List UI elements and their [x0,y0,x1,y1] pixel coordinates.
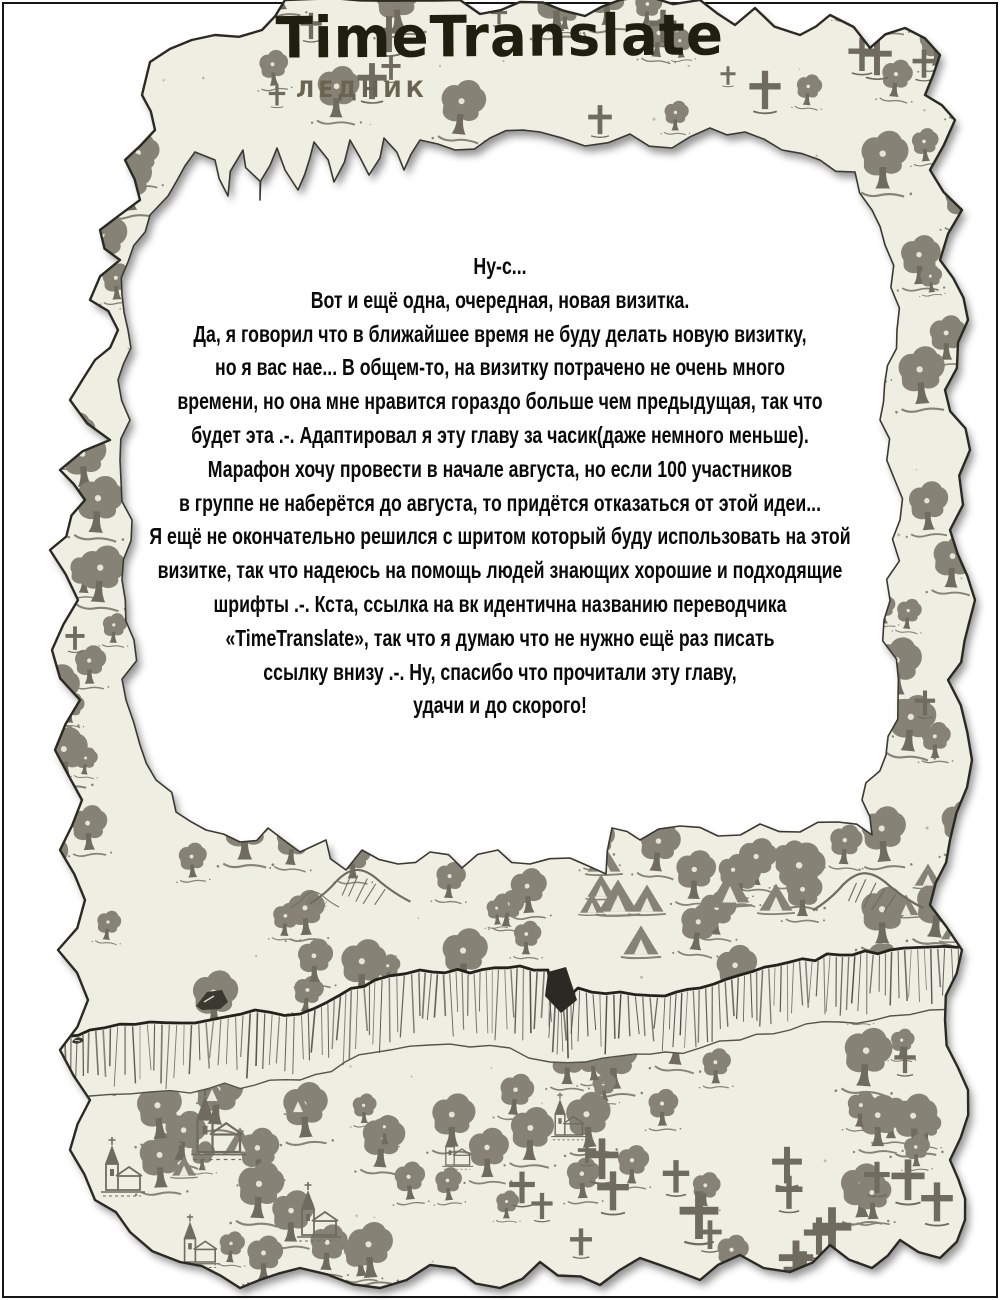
tree-icon [61,1238,104,1286]
bird-icon [60,999,73,1006]
tree-icon [46,90,97,146]
note-line: но я вас нае... В общем-то, на визитку потрачено не очень много [214,354,785,381]
note-line: Я ещё не окончательно решился с шритом который буду использовать на этой [149,523,851,550]
tree-icon [13,593,55,639]
note-line: Да, я говорил что в ближайшее время не буду делать новую визитку, [193,320,807,347]
tree-icon [50,266,94,315]
cross-icon [742,1269,772,1300]
cross-icon [958,1139,990,1183]
header [0,4,1000,70]
tree-icon [100,166,132,202]
translator-note [130,250,869,723]
page-title: TimeTranslate [275,2,725,72]
page-subtitle: ЛЕДНИК [296,78,428,103]
note-line: будет эта .-. Адаптировал я эту главу за часик(даже немного меньше). [191,421,809,448]
note-line: шрифты .-. Кста, ссылка на вк идентична названию переводчика [213,590,787,617]
tree-icon [560,794,616,857]
tree-icon [36,1244,77,1290]
tree-icon [29,1059,62,1097]
cross-icon [906,1267,934,1300]
note-line: Вот и ещё одна, очередная, новая визитка. [310,286,690,313]
tree-icon [23,1159,74,1217]
note-line: визитке, так что надеюсь на помощь людей знающих хорошие и подходящие [157,557,843,584]
note-line: в группе не наберётся до августа, то придётся отказаться от этой идеи... [178,489,821,516]
note-line: Марафон хочу провести в начале августа, но если 100 участников [207,455,793,482]
note-line: «TimeTranslate», так что я думаю что не нужно ещё раз писать [225,624,775,651]
note-line: времени, но она мне нравится гораздо больше чем предыдущая, так что [177,388,823,415]
note-line: удачи и до скорого! [413,692,587,719]
note-line: Ну-с... [473,253,527,279]
note-line: ссылку внизу .-. Ну, спасибо что прочитали эту главу, [263,658,737,685]
